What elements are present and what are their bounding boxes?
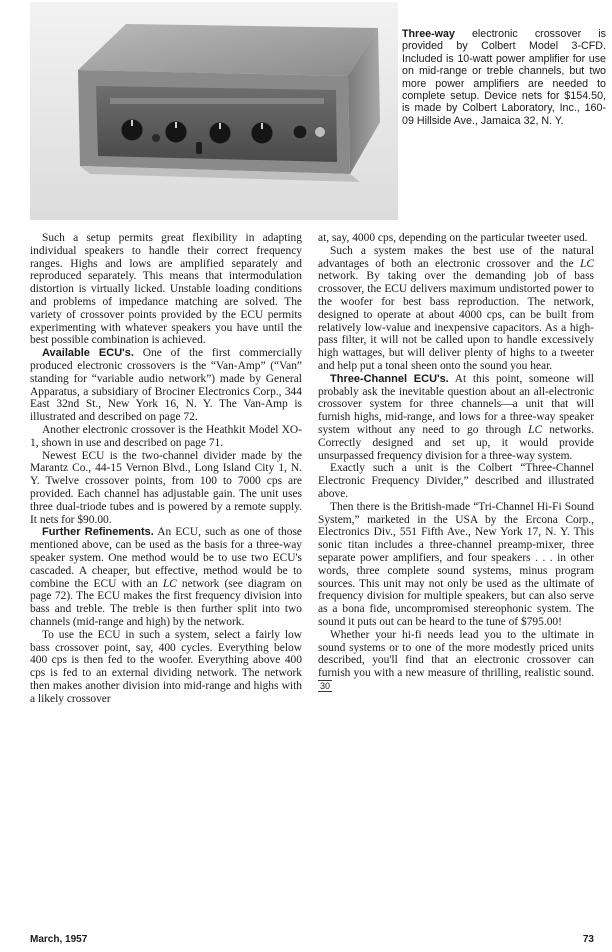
paragraph-text: One of the first commercially produced electronic crossovers is the “Van-Amp” (“Van” standing for “variable audio network”) made by General Apparatus, a subsidiary of Brociner Electronics Corp., 344 East 32nd St., New York 16, N. Y. The Van-Amp is illustrated and described on page 72. [30, 347, 303, 424]
italic-lc: LC [528, 423, 543, 436]
right-column [318, 232, 594, 693]
paragraph [318, 245, 594, 373]
section-heading-further-refinements: Further Refinements. [42, 526, 154, 539]
paragraph-text: network (see diagram on page 72). The ECU makes the first frequency division into bass and treble. The treble is then further split into two channels (mid-range and high) by the network. [30, 577, 302, 628]
crossover-unit-photo [30, 2, 398, 220]
paragraph-text: At this point, someone will probably ask the inevitable question about an all-electronic crossover system for three channels—a unit that will furnish highs, mid-range, and lows for a three-way speaker system without any need to go through [318, 372, 594, 436]
left-column [30, 232, 302, 705]
paragraph: Such a setup permits great flexibility in adapting individual speakers to handle their correct frequency ranges. Highs and lows are amplified separately and reproduced separately. This means that intermodulation distortion is virtually licked. Unstable loading conditions and problems of impedance matching are solved. The variety of crossover points provided by the ECU permits experimenting with whatever speakers you have until the best possible combination is achieved. [30, 232, 302, 347]
paragraph: Another electronic crossover is the Heathkit Model XO-1, shown in use and described on page 71. [30, 423, 302, 449]
paragraph [30, 347, 302, 424]
page-number: 73 [582, 934, 594, 945]
section-heading-available-ecus: Available ECU's. [42, 347, 134, 360]
paragraph [318, 629, 594, 693]
caption-lead: Three-way [402, 28, 455, 40]
italic-lc: LC [162, 577, 177, 590]
paragraph: Then there is the British-made “Tri-Channel Hi-Fi Sound System,” marketed in the USA by the Ercona Corp., Electronics Div., 551 Fifth Ave., New York 17, N. Y. This sonic titan includes a three-channel preamp-mixer, three separate power amplifiers, and four speakers . . . in other words, three complete sound systems, minus program sources. This unit may not only be used as the ultimate of frequency division for multiple speakers, but can also serve as a bona fide, uncompromised stereophonic system. The sound it puts out can be heard to the tune of $795.00! [318, 500, 594, 628]
product-photo [30, 2, 398, 220]
paragraph-text: Whether your hi-fi needs lead you to the ultimate in sound systems or to one of the more modestly priced units described, you'll find that an electronic crossover can furnish you with a new measure of thrilling, realistic sound. [318, 628, 594, 680]
continued-page-mark: 30 [320, 680, 331, 691]
paragraph-text: network. By taking over the demanding job of bass crossover, the ECU delivers maximum undistorted power to the woofer for best bass reproduction. The network, designed to operate at about 4000 cps, can be built from relatively low-value and inexpensive capacitors. As a high-pass filter, it will not be called upon to handle excessively high wattages, but will deliver plenty of highs to a tweeter and help put a tonal sheen onto the sound you hear. [318, 270, 594, 372]
paragraph-text: An ECU, such as one of those mentioned above, can be used as the basis for a three-way speaker system. One method would be to use two ECU's cascaded. A cheaper, but effective, method would be to combine the ECU with an [30, 526, 302, 590]
paragraph [318, 373, 594, 463]
caption-text: electronic crossover is provided by Colbert Model 3-CFD. Included is 10-watt power amplifier for use on mid-range or treble channels, but two more power amplifiers are needed to complete setup. Device nets for $154.50, is made by Colbert Laboratory, Inc., 160-09 Hillside Ave., Jamaica 32, N. Y. [402, 28, 606, 127]
italic-lc: LC [580, 257, 594, 270]
paragraph: Exactly such a unit is the Colbert “Three-Channel Electronic Frequency Divider,” described and illustrated above. [318, 462, 594, 500]
paragraph [30, 526, 302, 628]
issue-date: March, 1957 [30, 934, 88, 945]
section-heading-three-channel-ecus: Three-Channel ECU's. [330, 372, 449, 385]
paragraph-text: Such a system makes the best use of the natural advantages of both an electronic crossover and the [318, 244, 594, 270]
photo-caption [402, 28, 606, 127]
paragraph: at, say, 4000 cps, depending on the particular tweeter used. [318, 232, 588, 244]
paragraph: Newest ECU is the two-channel divider made by the Marantz Co., 44-15 Vernon Blvd., Long Island City 1, N. Y. Twelve crossover points, from 100 to 7000 cps are provided. Each channel has adjustable gain. The unit uses three dual-triode tubes and is powered by a remote supply. It nets for $90.00. [30, 449, 302, 526]
paragraph-text: networks. Correctly designed and set up, it would provide unsurpassed frequency division for a three-way system. [318, 423, 594, 462]
paragraph: To use the ECU in such a system, select a fairly low bass crossover point, say, 400 cycles. Everything below 400 cps is then fed to the woofer. Everything above 400 cps is fed to an external dividing network. The network then makes another division into mid-range and highs with a likely crossover [30, 628, 302, 705]
